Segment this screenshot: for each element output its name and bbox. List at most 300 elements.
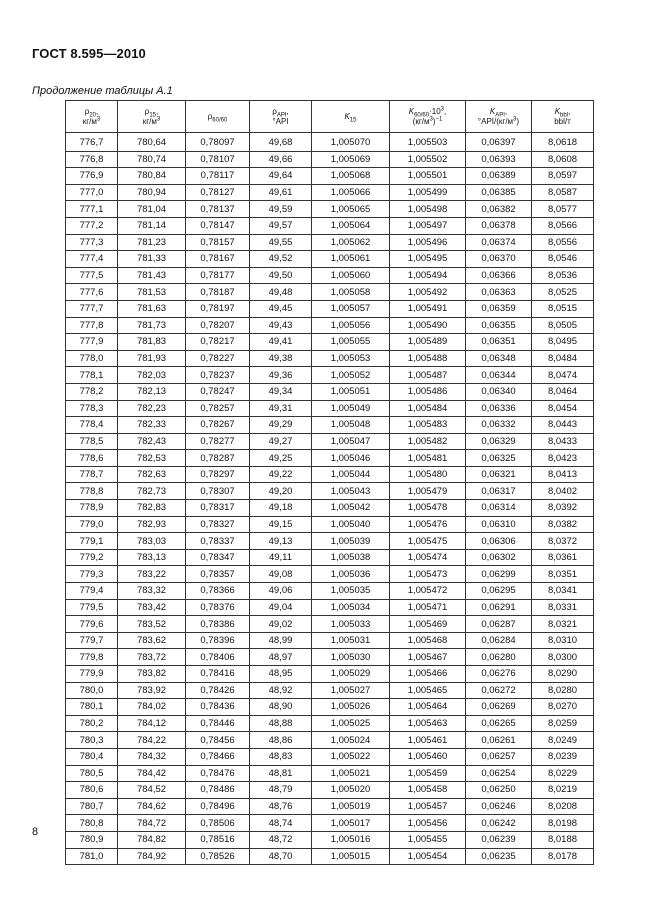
table-row — [66, 201, 594, 218]
table-row — [66, 500, 594, 517]
cell-k-api: 0,06329 — [466, 433, 532, 450]
table-row — [66, 466, 594, 483]
cell-k6060: 1,005454 — [390, 848, 466, 865]
cell-k-api: 0,06336 — [466, 400, 532, 417]
table-row — [66, 300, 594, 317]
table-row — [66, 666, 594, 683]
cell-k-api: 0,06246 — [466, 798, 532, 815]
cell-k6060: 1,005472 — [390, 583, 466, 600]
column-header-rho-api: $\rho_{API}$, °API — [250, 101, 312, 133]
cell-rho-api: 49,04 — [250, 599, 312, 616]
cell-rho15: 782,23 — [118, 400, 186, 417]
cell-k6060: 1,005479 — [390, 483, 466, 500]
cell-rho15: 782,03 — [118, 367, 186, 384]
cell-k6060: 1,005465 — [390, 682, 466, 699]
cell-k6060: 1,005494 — [390, 267, 466, 284]
cell-k15: 1,005026 — [312, 699, 390, 716]
table-row — [66, 616, 594, 633]
cell-k-api: 0,06366 — [466, 267, 532, 284]
cell-rho15: 783,32 — [118, 583, 186, 600]
cell-rho15: 783,13 — [118, 549, 186, 566]
cell-rho20: 780,6 — [66, 782, 118, 799]
cell-k15: 1,005027 — [312, 682, 390, 699]
cell-rho20: 779,0 — [66, 516, 118, 533]
cell-k-api: 0,06332 — [466, 417, 532, 434]
cell-rho15: 782,83 — [118, 500, 186, 517]
cell-k-api: 0,06250 — [466, 782, 532, 799]
cell-k-api: 0,06269 — [466, 699, 532, 716]
cell-k-bbl: 8,0249 — [532, 732, 594, 749]
cell-rho15: 784,42 — [118, 765, 186, 782]
table-row — [66, 848, 594, 865]
cell-rho15: 784,82 — [118, 831, 186, 848]
cell-k15: 1,005025 — [312, 715, 390, 732]
cell-k15: 1,005056 — [312, 317, 390, 334]
cell-rho20: 776,7 — [66, 133, 118, 152]
cell-rho6060: 0,78287 — [186, 450, 250, 467]
cell-k15: 1,005024 — [312, 732, 390, 749]
cell-rho20: 779,8 — [66, 649, 118, 666]
table-row — [66, 632, 594, 649]
table-row — [66, 516, 594, 533]
cell-rho-api: 49,45 — [250, 300, 312, 317]
cell-rho20: 780,0 — [66, 682, 118, 699]
cell-k6060: 1,005471 — [390, 599, 466, 616]
cell-k6060: 1,005490 — [390, 317, 466, 334]
cell-rho6060: 0,78476 — [186, 765, 250, 782]
cell-k15: 1,005020 — [312, 782, 390, 799]
cell-k15: 1,005035 — [312, 583, 390, 600]
cell-k6060: 1,005497 — [390, 217, 466, 234]
cell-k15: 1,005058 — [312, 284, 390, 301]
cell-k15: 1,005044 — [312, 466, 390, 483]
table-row — [66, 317, 594, 334]
cell-k6060: 1,005491 — [390, 300, 466, 317]
cell-rho6060: 0,78257 — [186, 400, 250, 417]
cell-rho-api: 49,38 — [250, 350, 312, 367]
page-number: 8 — [32, 826, 39, 838]
cell-rho-api: 49,48 — [250, 284, 312, 301]
cell-rho15: 782,33 — [118, 417, 186, 434]
cell-rho-api: 48,95 — [250, 666, 312, 683]
table-row — [66, 334, 594, 351]
cell-k6060: 1,005466 — [390, 666, 466, 683]
table-row — [66, 400, 594, 417]
cell-k6060: 1,005463 — [390, 715, 466, 732]
cell-k15: 1,005064 — [312, 217, 390, 234]
cell-k6060: 1,005496 — [390, 234, 466, 251]
cell-rho15: 783,22 — [118, 566, 186, 583]
cell-k-api: 0,06276 — [466, 666, 532, 683]
cell-rho-api: 49,08 — [250, 566, 312, 583]
cell-k-bbl: 8,0484 — [532, 350, 594, 367]
cell-k-api: 0,06378 — [466, 217, 532, 234]
cell-rho6060: 0,78097 — [186, 133, 250, 152]
cell-k-api: 0,06235 — [466, 848, 532, 865]
cell-k6060: 1,005501 — [390, 168, 466, 185]
cell-rho6060: 0,78506 — [186, 815, 250, 832]
table-row — [66, 715, 594, 732]
cell-k6060: 1,005476 — [390, 516, 466, 533]
cell-k-api: 0,06287 — [466, 616, 532, 633]
cell-k-bbl: 8,0239 — [532, 748, 594, 765]
table-row — [66, 267, 594, 284]
cell-k-api: 0,06351 — [466, 334, 532, 351]
cell-k-bbl: 8,0178 — [532, 848, 594, 865]
cell-rho15: 781,63 — [118, 300, 186, 317]
cell-k-bbl: 8,0198 — [532, 815, 594, 832]
cell-k15: 1,005070 — [312, 133, 390, 152]
cell-rho15: 784,92 — [118, 848, 186, 865]
cell-rho20: 777,7 — [66, 300, 118, 317]
cell-rho15: 783,03 — [118, 533, 186, 550]
cell-k6060: 1,005482 — [390, 433, 466, 450]
cell-rho-api: 49,57 — [250, 217, 312, 234]
cell-rho6060: 0,78347 — [186, 549, 250, 566]
cell-rho15: 780,74 — [118, 151, 186, 168]
cell-k6060: 1,005468 — [390, 632, 466, 649]
cell-k6060: 1,005484 — [390, 400, 466, 417]
document-title: ГОСТ 8.595—2010 — [32, 46, 146, 61]
cell-rho20: 778,3 — [66, 400, 118, 417]
cell-rho20: 777,3 — [66, 234, 118, 251]
cell-rho20: 778,4 — [66, 417, 118, 434]
column-header-k6060: $K_{60/60}\cdot 10^3$, $(кг/м^3)^{-1}$ — [390, 101, 466, 133]
cell-k-bbl: 8,0382 — [532, 516, 594, 533]
cell-rho6060: 0,78297 — [186, 466, 250, 483]
cell-rho6060: 0,78247 — [186, 383, 250, 400]
cell-rho15: 781,33 — [118, 251, 186, 268]
cell-k-api: 0,06370 — [466, 251, 532, 268]
cell-k-bbl: 8,0392 — [532, 500, 594, 517]
cell-rho20: 779,2 — [66, 549, 118, 566]
cell-k6060: 1,005473 — [390, 566, 466, 583]
cell-rho20: 781,0 — [66, 848, 118, 865]
cell-rho6060: 0,78237 — [186, 367, 250, 384]
cell-rho20: 779,5 — [66, 599, 118, 616]
table-row — [66, 815, 594, 832]
column-header-k15: $K_{15}$ — [312, 101, 390, 133]
column-header-k-api: $K_{API}$, $^\circ API/(кг/м^3)$ — [466, 101, 532, 133]
cell-rho15: 784,22 — [118, 732, 186, 749]
cell-k-api: 0,06385 — [466, 184, 532, 201]
cell-rho6060: 0,78516 — [186, 831, 250, 848]
cell-k15: 1,005019 — [312, 798, 390, 815]
cell-k-api: 0,06321 — [466, 466, 532, 483]
cell-rho6060: 0,78197 — [186, 300, 250, 317]
cell-k15: 1,005030 — [312, 649, 390, 666]
table-row — [66, 168, 594, 185]
cell-rho15: 783,72 — [118, 649, 186, 666]
cell-rho20: 777,5 — [66, 267, 118, 284]
cell-k-bbl: 8,0577 — [532, 201, 594, 218]
cell-k-bbl: 8,0474 — [532, 367, 594, 384]
cell-k-api: 0,06295 — [466, 583, 532, 600]
cell-k-api: 0,06299 — [466, 566, 532, 583]
cell-rho6060: 0,78127 — [186, 184, 250, 201]
cell-rho20: 776,9 — [66, 168, 118, 185]
table-row — [66, 798, 594, 815]
cell-k-bbl: 8,0372 — [532, 533, 594, 550]
cell-k15: 1,005033 — [312, 616, 390, 633]
table-row — [66, 549, 594, 566]
cell-rho15: 784,12 — [118, 715, 186, 732]
cell-rho-api: 49,59 — [250, 201, 312, 218]
cell-k-bbl: 8,0413 — [532, 466, 594, 483]
table-row — [66, 417, 594, 434]
cell-k6060: 1,005469 — [390, 616, 466, 633]
cell-k6060: 1,005486 — [390, 383, 466, 400]
cell-k15: 1,005049 — [312, 400, 390, 417]
cell-k6060: 1,005480 — [390, 466, 466, 483]
cell-rho-api: 48,72 — [250, 831, 312, 848]
cell-k15: 1,005066 — [312, 184, 390, 201]
column-header-k-bbl: $K_{bbl}$, bbl/т — [532, 101, 594, 133]
table-row — [66, 699, 594, 716]
cell-rho15: 782,43 — [118, 433, 186, 450]
cell-rho20: 777,0 — [66, 184, 118, 201]
cell-k15: 1,005052 — [312, 367, 390, 384]
cell-rho-api: 49,43 — [250, 317, 312, 334]
cell-rho20: 779,3 — [66, 566, 118, 583]
cell-k-api: 0,06340 — [466, 383, 532, 400]
cell-rho6060: 0,78167 — [186, 251, 250, 268]
table-row — [66, 483, 594, 500]
cell-rho6060: 0,78386 — [186, 616, 250, 633]
cell-rho15: 783,42 — [118, 599, 186, 616]
cell-k-bbl: 8,0608 — [532, 151, 594, 168]
cell-k-bbl: 8,0208 — [532, 798, 594, 815]
column-header-rho15: $\rho_{15}$, $кг/м^3$ — [118, 101, 186, 133]
cell-rho15: 782,73 — [118, 483, 186, 500]
cell-rho6060: 0,78317 — [186, 500, 250, 517]
cell-rho-api: 48,86 — [250, 732, 312, 749]
cell-rho-api: 49,64 — [250, 168, 312, 185]
cell-k-api: 0,06325 — [466, 450, 532, 467]
cell-k-api: 0,06344 — [466, 367, 532, 384]
cell-rho-api: 49,41 — [250, 334, 312, 351]
cell-rho20: 777,1 — [66, 201, 118, 218]
cell-k6060: 1,005461 — [390, 732, 466, 749]
cell-k-bbl: 8,0341 — [532, 583, 594, 600]
cell-k-bbl: 8,0351 — [532, 566, 594, 583]
table-row — [66, 732, 594, 749]
cell-k-bbl: 8,0300 — [532, 649, 594, 666]
table-row — [66, 350, 594, 367]
cell-rho6060: 0,78416 — [186, 666, 250, 683]
cell-k6060: 1,005487 — [390, 367, 466, 384]
cell-rho-api: 48,76 — [250, 798, 312, 815]
cell-k15: 1,005034 — [312, 599, 390, 616]
cell-rho6060: 0,78327 — [186, 516, 250, 533]
table-caption: Продолжение таблицы А.1 — [32, 85, 173, 97]
cell-rho15: 782,53 — [118, 450, 186, 467]
cell-k-bbl: 8,0618 — [532, 133, 594, 152]
cell-rho20: 780,5 — [66, 765, 118, 782]
cell-rho20: 778,7 — [66, 466, 118, 483]
cell-k-bbl: 8,0525 — [532, 284, 594, 301]
cell-k6060: 1,005488 — [390, 350, 466, 367]
cell-rho20: 778,1 — [66, 367, 118, 384]
table-row — [66, 284, 594, 301]
cell-k6060: 1,005503 — [390, 133, 466, 152]
cell-rho6060: 0,78307 — [186, 483, 250, 500]
cell-k15: 1,005016 — [312, 831, 390, 848]
cell-rho-api: 49,11 — [250, 549, 312, 566]
cell-rho6060: 0,78117 — [186, 168, 250, 185]
cell-k-bbl: 8,0280 — [532, 682, 594, 699]
cell-k6060: 1,005457 — [390, 798, 466, 815]
cell-rho-api: 49,55 — [250, 234, 312, 251]
cell-rho15: 780,84 — [118, 168, 186, 185]
cell-rho-api: 49,18 — [250, 500, 312, 517]
cell-k15: 1,005051 — [312, 383, 390, 400]
cell-rho20: 779,6 — [66, 616, 118, 633]
cell-rho6060: 0,78227 — [186, 350, 250, 367]
cell-k-api: 0,06317 — [466, 483, 532, 500]
cell-rho-api: 48,90 — [250, 699, 312, 716]
cell-k-api: 0,06257 — [466, 748, 532, 765]
cell-rho6060: 0,78406 — [186, 649, 250, 666]
cell-rho20: 778,5 — [66, 433, 118, 450]
cell-rho15: 784,02 — [118, 699, 186, 716]
cell-rho20: 777,6 — [66, 284, 118, 301]
cell-rho-api: 49,68 — [250, 133, 312, 152]
cell-k-bbl: 8,0310 — [532, 632, 594, 649]
table-row — [66, 133, 594, 152]
table-row — [66, 533, 594, 550]
cell-rho15: 781,53 — [118, 284, 186, 301]
cell-k6060: 1,005475 — [390, 533, 466, 550]
cell-k-bbl: 8,0402 — [532, 483, 594, 500]
table-row — [66, 599, 594, 616]
table-row — [66, 649, 594, 666]
cell-rho15: 784,62 — [118, 798, 186, 815]
cell-k-bbl: 8,0454 — [532, 400, 594, 417]
cell-k6060: 1,005458 — [390, 782, 466, 799]
density-table — [65, 100, 594, 865]
cell-rho-api: 49,02 — [250, 616, 312, 633]
cell-rho6060: 0,78466 — [186, 748, 250, 765]
cell-k15: 1,005031 — [312, 632, 390, 649]
cell-rho-api: 49,31 — [250, 400, 312, 417]
cell-k-bbl: 8,0505 — [532, 317, 594, 334]
cell-k-api: 0,06302 — [466, 549, 532, 566]
cell-rho-api: 49,50 — [250, 267, 312, 284]
cell-k15: 1,005068 — [312, 168, 390, 185]
cell-rho6060: 0,78436 — [186, 699, 250, 716]
cell-rho-api: 49,36 — [250, 367, 312, 384]
cell-k-bbl: 8,0566 — [532, 217, 594, 234]
cell-k-api: 0,06306 — [466, 533, 532, 550]
cell-k-api: 0,06314 — [466, 500, 532, 517]
cell-rho20: 777,8 — [66, 317, 118, 334]
cell-k6060: 1,005498 — [390, 201, 466, 218]
cell-rho6060: 0,78137 — [186, 201, 250, 218]
cell-k6060: 1,005483 — [390, 417, 466, 434]
cell-k6060: 1,005467 — [390, 649, 466, 666]
cell-rho6060: 0,78187 — [186, 284, 250, 301]
cell-k15: 1,005046 — [312, 450, 390, 467]
cell-k15: 1,005065 — [312, 201, 390, 218]
cell-k-bbl: 8,0515 — [532, 300, 594, 317]
table-row — [66, 583, 594, 600]
cell-k-api: 0,06272 — [466, 682, 532, 699]
cell-rho20: 779,1 — [66, 533, 118, 550]
cell-rho-api: 48,79 — [250, 782, 312, 799]
cell-rho6060: 0,78357 — [186, 566, 250, 583]
cell-rho15: 781,23 — [118, 234, 186, 251]
cell-k-api: 0,06261 — [466, 732, 532, 749]
cell-k15: 1,005021 — [312, 765, 390, 782]
cell-k6060: 1,005474 — [390, 549, 466, 566]
cell-k-bbl: 8,0546 — [532, 251, 594, 268]
cell-rho20: 779,4 — [66, 583, 118, 600]
cell-k15: 1,005038 — [312, 549, 390, 566]
cell-rho15: 781,43 — [118, 267, 186, 284]
cell-k-bbl: 8,0321 — [532, 616, 594, 633]
cell-rho-api: 49,13 — [250, 533, 312, 550]
cell-k-bbl: 8,0495 — [532, 334, 594, 351]
cell-k15: 1,005022 — [312, 748, 390, 765]
cell-rho6060: 0,78376 — [186, 599, 250, 616]
cell-k15: 1,005057 — [312, 300, 390, 317]
cell-rho20: 778,0 — [66, 350, 118, 367]
cell-rho6060: 0,78277 — [186, 433, 250, 450]
cell-rho6060: 0,78426 — [186, 682, 250, 699]
cell-rho-api: 49,25 — [250, 450, 312, 467]
cell-rho20: 777,4 — [66, 251, 118, 268]
cell-rho15: 780,94 — [118, 184, 186, 201]
cell-k6060: 1,005455 — [390, 831, 466, 848]
cell-k-bbl: 8,0331 — [532, 599, 594, 616]
cell-rho-api: 48,74 — [250, 815, 312, 832]
cell-k-api: 0,06374 — [466, 234, 532, 251]
cell-rho-api: 49,61 — [250, 184, 312, 201]
cell-k15: 1,005060 — [312, 267, 390, 284]
cell-rho-api: 48,88 — [250, 715, 312, 732]
cell-k-bbl: 8,0188 — [532, 831, 594, 848]
cell-k6060: 1,005489 — [390, 334, 466, 351]
cell-rho6060: 0,78446 — [186, 715, 250, 732]
table-row — [66, 765, 594, 782]
cell-rho6060: 0,78217 — [186, 334, 250, 351]
cell-rho20: 779,7 — [66, 632, 118, 649]
cell-rho20: 777,9 — [66, 334, 118, 351]
cell-rho15: 781,93 — [118, 350, 186, 367]
cell-rho15: 781,04 — [118, 201, 186, 218]
cell-k15: 1,005053 — [312, 350, 390, 367]
cell-k-bbl: 8,0423 — [532, 450, 594, 467]
cell-rho20: 780,7 — [66, 798, 118, 815]
cell-k-api: 0,06284 — [466, 632, 532, 649]
cell-k6060: 1,005502 — [390, 151, 466, 168]
cell-k6060: 1,005459 — [390, 765, 466, 782]
cell-k-api: 0,06355 — [466, 317, 532, 334]
table-row — [66, 566, 594, 583]
cell-rho-api: 49,15 — [250, 516, 312, 533]
cell-rho6060: 0,78496 — [186, 798, 250, 815]
cell-rho-api: 49,22 — [250, 466, 312, 483]
cell-k15: 1,005029 — [312, 666, 390, 683]
cell-k-bbl: 8,0556 — [532, 234, 594, 251]
cell-k-bbl: 8,0464 — [532, 383, 594, 400]
table-row — [66, 782, 594, 799]
cell-rho15: 783,92 — [118, 682, 186, 699]
table-row — [66, 450, 594, 467]
cell-k-bbl: 8,0597 — [532, 168, 594, 185]
cell-rho6060: 0,78107 — [186, 151, 250, 168]
